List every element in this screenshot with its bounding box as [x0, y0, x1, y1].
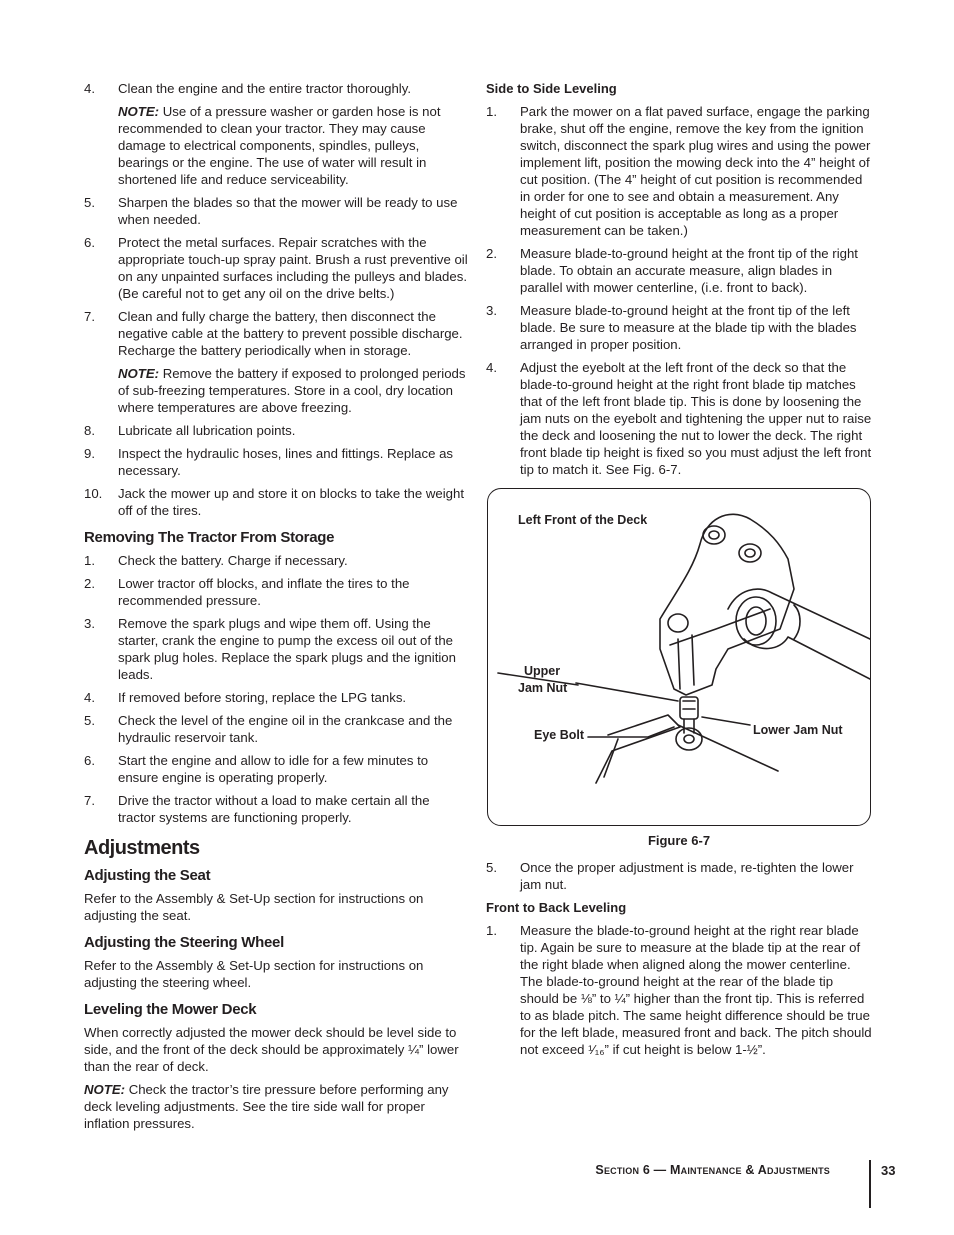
figure-caption: Figure 6-7: [647, 833, 711, 848]
list-item: 9. Inspect the hydraulic hoses, lines and fittings. Replace as necessary.: [84, 446, 454, 478]
label-upper: Upper: [524, 664, 561, 678]
steering-text: Refer to the Assembly & Set-Up section for instructions on adjusting the steering wheel.: [84, 958, 424, 990]
list-item: 8. Lubricate all lubrication points.: [84, 423, 296, 438]
list-item: 2. Lower tractor off blocks, and inflate the tires to the recommended pressure.: [84, 576, 410, 608]
list-item: 5. Once the proper adjustment is made, re-tighten the lower jam nut.: [486, 860, 854, 892]
page-number: 33: [881, 1163, 896, 1178]
list-item: 5. Sharpen the blades so that the mower will be ready to use when needed.: [84, 195, 458, 227]
list-item: 1. Park the mower on a flat paved surface, engage the parking brake, shut off the engine, remove the key from the ignition switch, disconnect the spark plug wires and using the power implement lift, position the mowing deck into the 4” height of cut position. (The 4” height of cut position is recommended in order for one to see and obtain a measurement. Any height of cut position is acceptable as long as a proper measurement can be taken.): [486, 104, 871, 238]
list-item: 4. Clean the engine and the entire tractor thoroughly.: [84, 81, 412, 96]
seat-text: Refer to the Assembly & Set-Up section for instructions on adjusting the seat.: [84, 891, 424, 923]
front-to-back-heading: Front to Back Leveling: [486, 900, 627, 915]
left-column: [84, 80, 470, 1138]
eyebolt-illustration: [488, 489, 870, 825]
leveling-heading: Leveling the Mower Deck: [84, 1001, 257, 1018]
removing-heading: Removing The Tractor From Storage: [84, 529, 335, 546]
label-eye-bolt: Eye Bolt: [534, 728, 585, 742]
list-item: 4. If removed before storing, replace the LPG tanks.: [84, 690, 407, 705]
steering-heading: Adjusting the Steering Wheel: [84, 934, 284, 951]
list-item: 1. Measure the blade-to-ground height at the right rear blade tip. Again be sure to measure at the blade tip at the rear of the right blade when aligned along the mower centerline. The blade-to-ground height at the rear of the blade tip should be ⅛” to ¼” higher than the front tip. This is referred to as blade pitch. The same height difference should be true for the left blade, measured front and back. The pitch should not exceed ¹⁄₁₆” if cut height is below 1-½”.: [486, 923, 872, 1057]
adjustments-heading: Adjustments: [84, 837, 200, 859]
label-lower-jam-nut: Lower Jam Nut: [753, 723, 843, 737]
list-item: 1. Check the battery. Charge if necessary.: [84, 553, 348, 568]
list-item: 5. Check the level of the engine oil in the crankcase and the hydraulic reservoir tank.: [84, 713, 453, 745]
list-item: 6. Start the engine and allow to idle for a few minutes to ensure engine is operating properly.: [84, 753, 429, 785]
figure-eyebolt-diagram: [487, 488, 871, 826]
note-battery: NOTE: Remove the battery if exposed to prolonged periods of sub-freezing temperatures. Store in a cool, dry location where temperatures are above freezing.: [118, 366, 466, 415]
side-to-side-heading: Side to Side Leveling: [486, 81, 617, 96]
footer-divider: [869, 1160, 871, 1208]
list-item: 4. Adjust the eyebolt at the left front of the deck so that the blade-to-ground height at the right front blade tip matches that of the left front blade tip. This is done by loosening the jam nuts on the eyebolt and tightening the upper nut to raise the deck and loosening the nut to lower the deck. The right front blade tip height is fixed so you must adjust the left front tip to match it. See Fig. 6-7.: [486, 360, 872, 477]
list-item: 7. Drive the tractor without a load to make certain all the tractor systems are functioning properly.: [84, 793, 430, 825]
label-jam-nut: Jam Nut: [518, 681, 568, 695]
footer-section-title: Section 6 — Maintenance & Adjustments: [595, 1163, 830, 1177]
right-column: [486, 80, 872, 1064]
leveling-text: When correctly adjusted the mower deck should be level side to side, and the front of the deck should be approximately ¼” lower than the rear of deck.: [84, 1025, 459, 1074]
note-tire-pressure: NOTE: Check the tractor’s tire pressure before performing any deck leveling adjustments. See the tire side wall for proper inflation pressures.: [84, 1082, 449, 1131]
list-item: 6. Protect the metal surfaces. Repair scratches with the appropriate touch-up spray paint. Brush a rust preventive oil on any unpainted surfaces including the pulleys and blades. (Be careful not to get any oil on the drive belts.): [84, 235, 468, 301]
list-item: 3. Measure blade-to-ground height at the front tip of the left blade. Be sure to measure at the blade tip with the blades arranged in proper position.: [486, 303, 857, 352]
seat-heading: Adjusting the Seat: [84, 867, 211, 884]
list-item: 3. Remove the spark plugs and wipe them off. Using the starter, crank the engine to pump the excess oil out of the spark plug holes. Replace the spark plugs and the ignition leads.: [84, 616, 456, 682]
note-pressure-washer: NOTE: Use of a pressure washer or garden hose is not recommended to clean your tractor. They may cause damage to electrical components, spindles, pulleys, bearings or the engine. The use of water will result in shortened life and reduce serviceability.: [118, 104, 441, 187]
list-item: 7. Clean and fully charge the battery, then disconnect the negative cable at the battery to prevent possible discharge. Recharge the battery periodically when in storage.: [84, 309, 463, 358]
list-item: 10. Jack the mower up and store it on blocks to take the weight off of the tires.: [84, 486, 464, 518]
list-item: 2. Measure blade-to-ground height at the front tip of the right blade. To obtain an accurate measure, align blades in parallel with mower centerline, (i.e. front to back).: [486, 246, 858, 295]
label-left-front-deck: Left Front of the Deck: [518, 513, 648, 527]
